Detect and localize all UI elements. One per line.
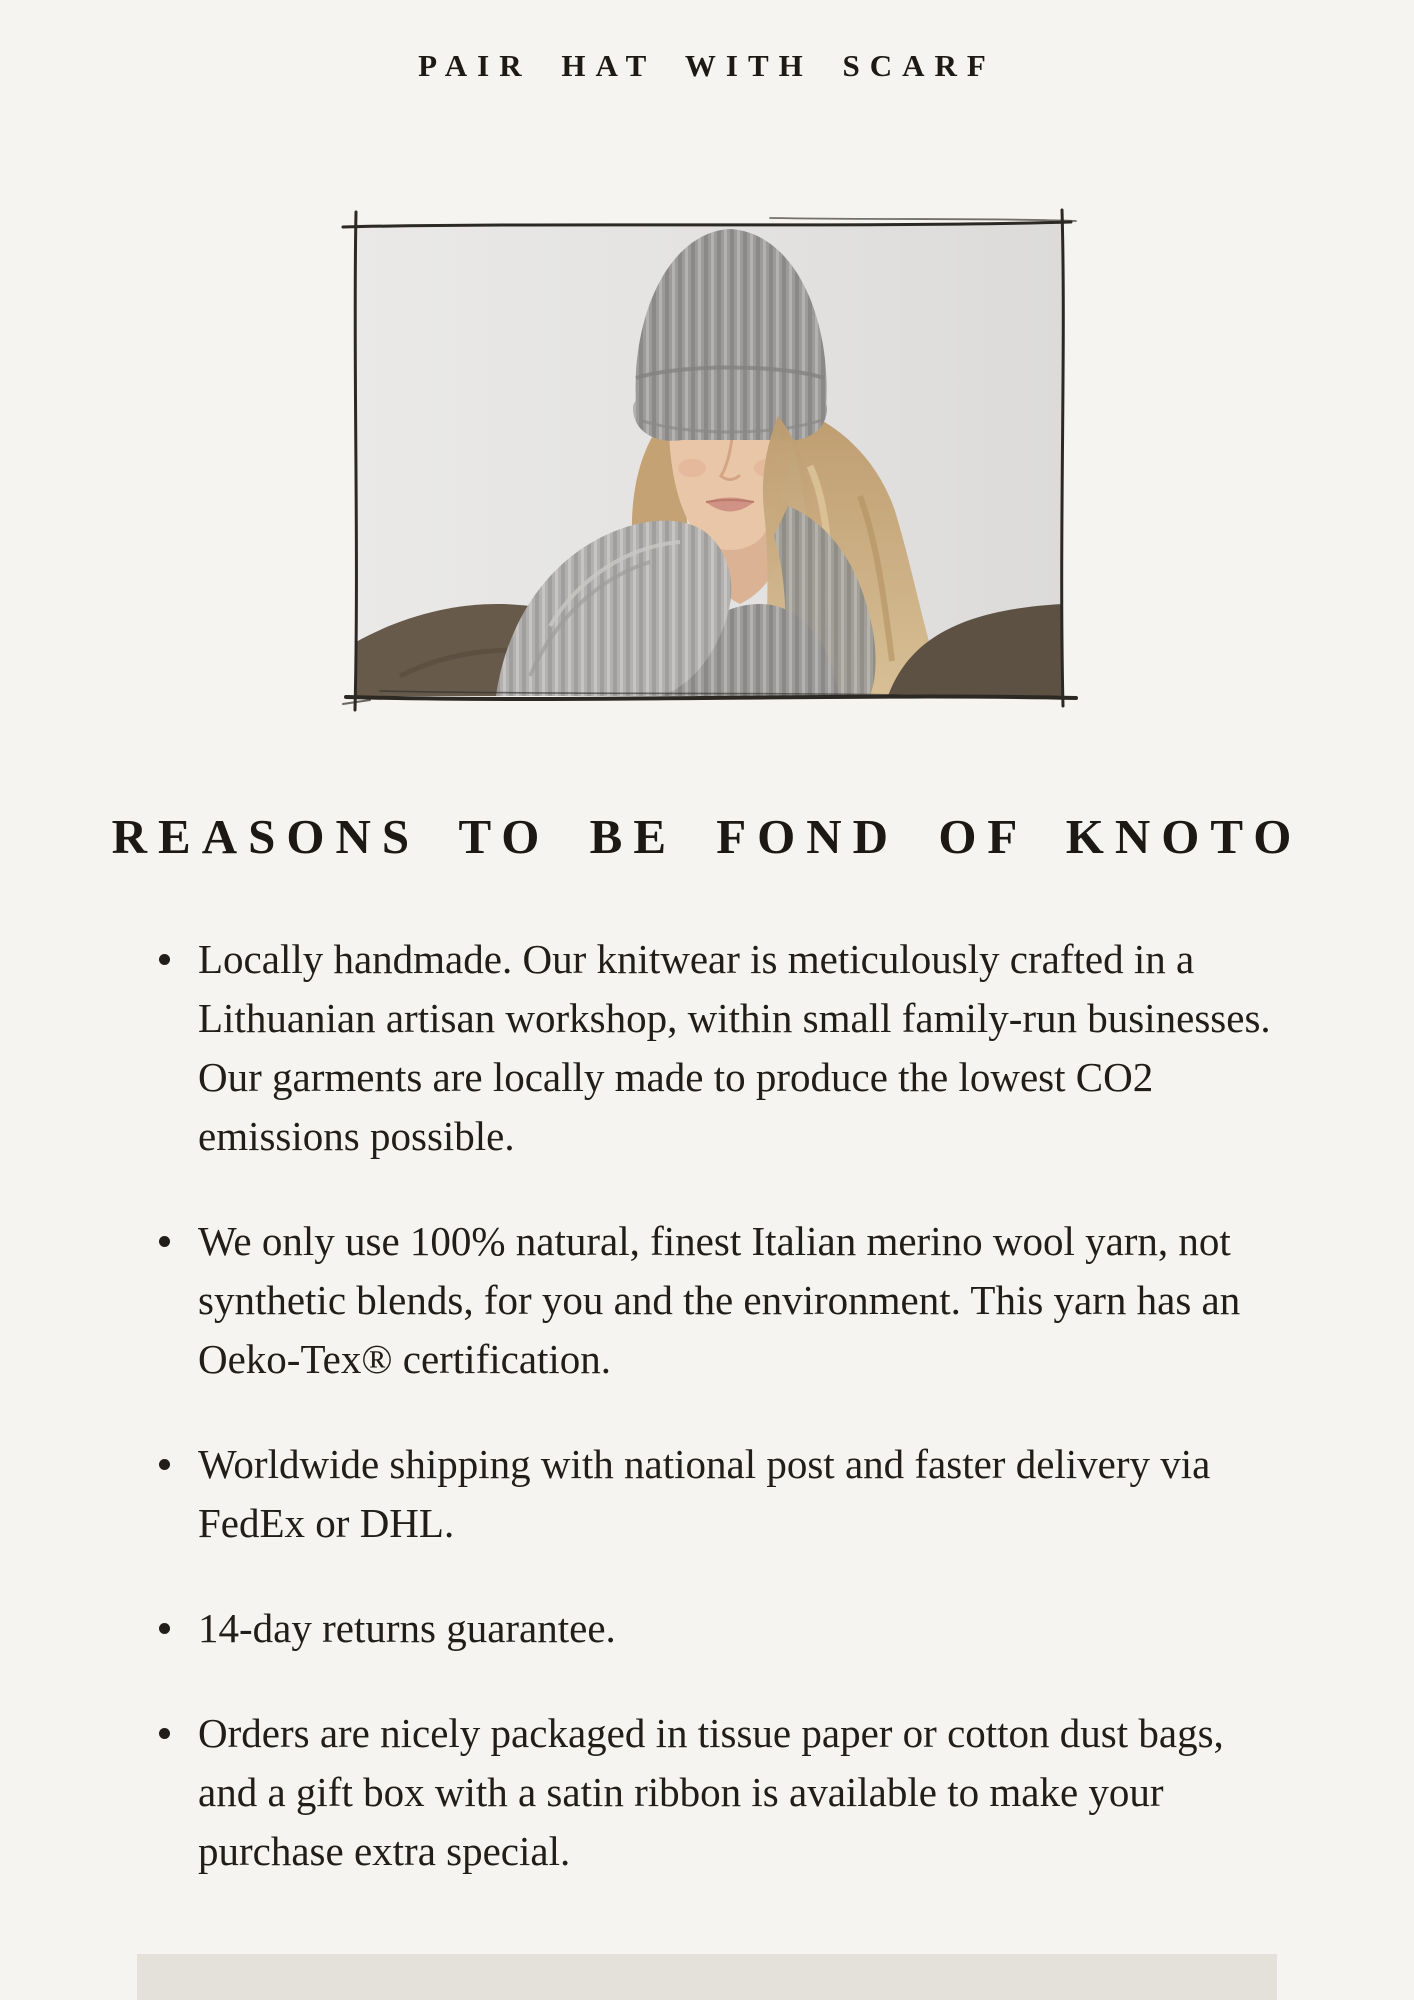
reasons-list (156, 930, 1281, 1927)
list-item (156, 1599, 1281, 1658)
list-item (156, 1704, 1281, 1881)
list-item (156, 930, 1281, 1166)
list-item-text: Orders are nicely packaged in tissue paper or cotton dust bags, and a gift box with a satin ribbon is available to make your purchase extra special. (198, 1710, 1224, 1875)
pair-hat-with-scarf-heading: PAIR HAT WITH SCARF (418, 48, 996, 83)
list-item-text: We only use 100% natural, finest Italian merino wool yarn, not synthetic blends, for you and the environment. This yarn has an Oeko-Tex® certification. (198, 1218, 1241, 1383)
model-photo (340, 206, 1080, 716)
reasons-heading: REASONS TO BE FOND OF KNOTO (111, 809, 1303, 864)
list-item-text: Worldwide shipping with national post and faster delivery via FedEx or DHL. (198, 1441, 1211, 1547)
list-item-text: 14-day returns guarantee. (198, 1605, 616, 1652)
list-item-text: Locally handmade. Our knitwear is meticulously crafted in a Lithuanian artisan workshop, within small family-run businesses. Our garments are locally made to produce the lowest CO2 emissions possible. (198, 936, 1271, 1160)
model-photo-frame (340, 206, 1080, 716)
bottom-section-bar (137, 1954, 1277, 2000)
list-item (156, 1212, 1281, 1389)
list-item (156, 1435, 1281, 1553)
